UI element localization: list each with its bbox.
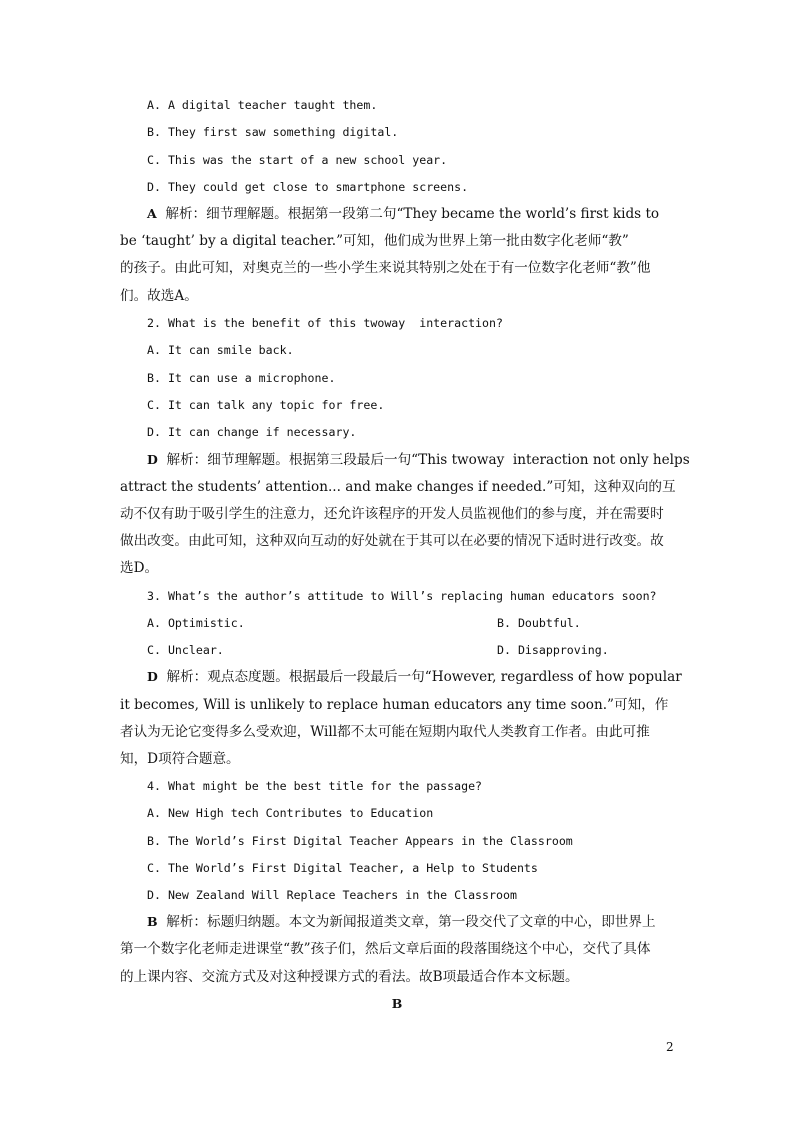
q3-option-b: B. Doubtful. <box>497 616 581 630</box>
q4-analysis-line-2: 第一个数字化老师走进课堂“教”孩子们，然后文章后面的段落围绕这个中心，交代了具体 <box>120 941 651 957</box>
q2-option-a: A. It can smile back. <box>147 343 294 357</box>
q1-analysis-line-2: be ‘taught’ by a digital teacher.”可知，他们成为世界上第一批由数字化老师“教” <box>120 233 629 249</box>
q1-option-a: A. A digital teacher taught them. <box>147 98 378 112</box>
q4-option-c: C. The World’s First Digital Teacher, a Help to Students <box>147 861 538 875</box>
q3-option-a: A. Optimistic. <box>147 616 245 630</box>
q4-option-a: A. New High tech Contributes to Education <box>147 806 434 820</box>
q2-analysis-line-3: 动不仅有助于吸引学生的注意力，还允许该程序的开发人员监视他们的参与度，并在需要时 <box>120 506 664 522</box>
q2-analysis-line-4: 做出改变。由此可知，这种双向互动的好处就在于其可以在必要的情况下适时进行改变。故 <box>120 533 664 549</box>
q2-analysis-line-5: 选D。 <box>120 560 159 576</box>
section-label: B <box>391 996 403 1011</box>
q1-option-d: D. They could get close to smartphone screens. <box>147 180 469 194</box>
q4-analysis-line-1: B 解析：标题归纳题。本文为新闻报道类文章，第一段交代了文章的中心，即世界上 <box>147 914 656 930</box>
q4-analysis-line-3: 的上课内容、交流方式及对这种授课方式的看法。故B项最适合作本文标题。 <box>120 969 579 985</box>
q3-analysis-line-2: it becomes, Will is unlikely to replace human educators any time soon.”可知，作 <box>120 697 669 713</box>
q3-analysis-line-1: D 解析：观点态度题。根据最后一段最后一句“However, regardless of how popular <box>147 669 682 685</box>
q2-option-d: D. It can change if necessary. <box>147 425 357 439</box>
page-number: 2 <box>666 1040 674 1054</box>
q2-answer: D <box>147 452 158 467</box>
q4-answer: B <box>147 914 158 929</box>
q1-option-c: C. This was the start of a new school year. <box>147 153 448 167</box>
q4-option-b: B. The World’s First Digital Teacher Appears in the Classroom <box>147 834 573 848</box>
q1-analysis-line-4: 们。故选A。 <box>120 288 198 304</box>
q3-question: 3. What’s the author’s attitude to Will’s replacing human educators soon? <box>147 589 657 603</box>
q2-analysis-line-2: attract the students’ attention... and make changes if needed.”可知，这种双向的互 <box>120 479 676 495</box>
q2-question: 2. What is the benefit of this twoway interaction? <box>147 316 503 330</box>
q3-answer: D <box>147 669 158 684</box>
q2-analysis-line-1: D 解析：细节理解题。根据第三段最后一句“This twoway interaction not only helps <box>147 452 690 468</box>
q2-option-c: C. It can talk any topic for free. <box>147 398 385 412</box>
q3-analysis-line-3: 者认为无论它变得多么受欢迎，Will都不太可能在短期内取代人类教育工作者。由此可推 <box>120 724 650 740</box>
q4-option-d: D. New Zealand Will Replace Teachers in the Classroom <box>147 888 517 902</box>
q2-option-b: B. It can use a microphone. <box>147 371 336 385</box>
q1-option-b: B. They first saw something digital. <box>147 125 399 139</box>
q1-analysis-line-1: A 解析：细节理解题。根据第一段第二句“They became the world’s first kids to <box>147 206 660 222</box>
q1-analysis-line-3: 的孩子。由此可知，对奥克兰的一些小学生来说其特别之处在于有一位数字化老师“教”他 <box>120 260 651 276</box>
q3-option-d: D. Disapproving. <box>497 643 609 657</box>
q1-answer: A <box>147 206 157 221</box>
q4-question: 4. What might be the best title for the passage? <box>147 779 483 793</box>
q3-option-c: C. Unclear. <box>147 643 224 657</box>
q3-analysis-line-4: 知，D项符合题意。 <box>120 751 240 767</box>
